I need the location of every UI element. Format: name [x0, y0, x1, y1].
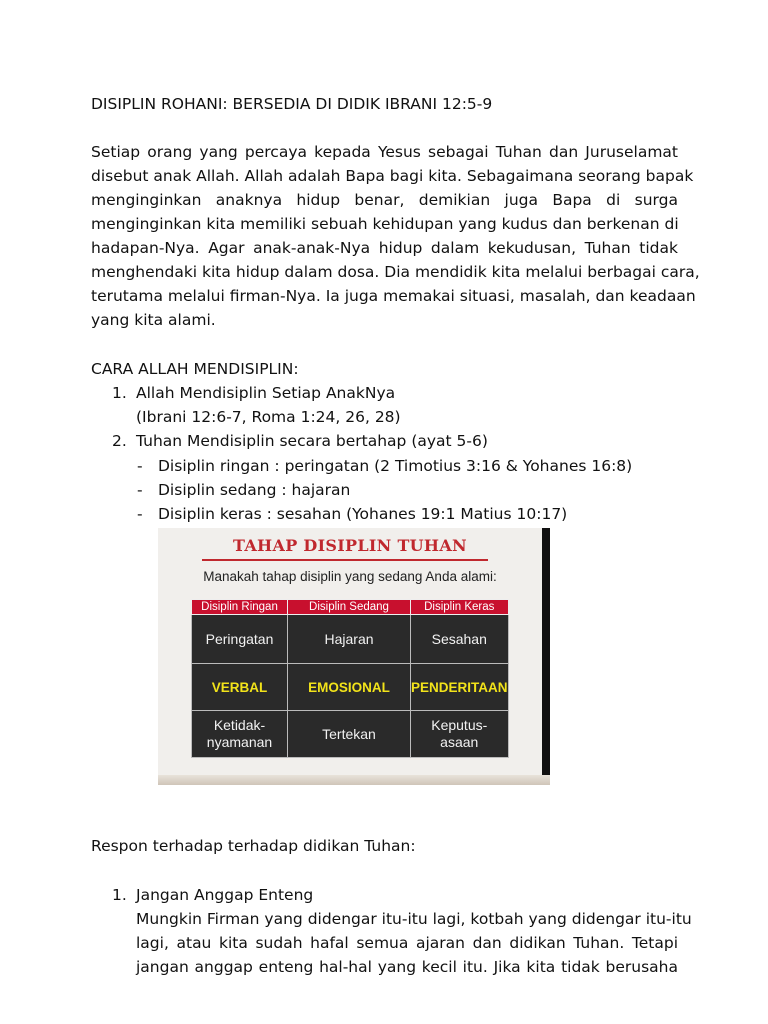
table-cell	[192, 711, 288, 758]
figure-bottom-edge	[158, 775, 550, 785]
table-cell: Tertekan	[288, 711, 411, 758]
list-text: Allah Mendisiplin Setiap AnakNya	[136, 384, 396, 402]
intro-line: hadapan-Nya. Agar anak-anak-Nya hidup dalam kekudusan, Tuhan tidak	[91, 239, 678, 257]
table-cell: VERBAL	[192, 664, 288, 711]
table-row	[192, 711, 509, 758]
dash-text: Disiplin keras : sesahan (Yohanes 19:1 Matius 10:17)	[158, 505, 568, 523]
discipline-table	[191, 599, 509, 758]
cell-line: Keputus-	[431, 717, 488, 733]
list-number: 2.	[112, 432, 127, 450]
figure-title: TAHAP DISIPLIN TUHAN	[233, 536, 467, 555]
table-cell	[411, 711, 509, 758]
intro-line: yang kita alami.	[91, 311, 216, 329]
list-text: Tuhan Mendisiplin secara bertahap (ayat 5-6)	[136, 432, 488, 450]
list-number: 1.	[112, 886, 127, 904]
table-header: Disiplin Keras	[411, 600, 509, 615]
table-cell: Peringatan	[192, 615, 288, 664]
intro-line: Setiap orang yang percaya kepada Yesus sebagai Tuhan dan Juruselamat	[91, 143, 678, 161]
table-header-row	[192, 600, 509, 615]
section-heading: CARA ALLAH MENDISIPLIN:	[91, 360, 299, 378]
table-row	[192, 664, 509, 711]
table-header: Disiplin Sedang	[288, 600, 411, 615]
intro-line: terutama melalui firman-Nya. Ia juga memakai situasi, masalah, dan keadaan	[91, 287, 696, 305]
response-line: lagi, atau kita sudah hafal semua ajaran dan didikan Tuhan. Tetapi	[136, 934, 678, 952]
table-row	[192, 615, 509, 664]
table-cell: PENDERITAAN	[411, 664, 509, 711]
response-heading: Respon terhadap terhadap didikan Tuhan:	[91, 837, 416, 855]
cell-line: asaan	[440, 734, 479, 750]
table-cell: Hajaran	[288, 615, 411, 664]
figure-edge	[542, 528, 550, 785]
list-number: 1.	[112, 384, 127, 402]
table-cell: Sesahan	[411, 615, 509, 664]
figure-subtitle: Manakah tahap disiplin yang sedang Anda alami:	[203, 569, 497, 584]
intro-line: menginginkan kita memiliki sebuah kehidupan yang kudus dan berkenan di	[91, 215, 679, 233]
response-line: jangan anggap enteng hal-hal yang kecil itu. Jika kita tidak berusaha	[136, 958, 678, 976]
dash-text: Disiplin sedang : hajaran	[158, 481, 351, 499]
discipline-stages-image	[158, 528, 550, 785]
document-title: DISIPLIN ROHANI: BERSEDIA DI DIDIK IBRANI 12:5-9	[91, 95, 493, 113]
intro-line: menghendaki kita hidup dalam dosa. Dia mendidik kita melalui berbagai cara,	[91, 263, 700, 281]
cell-line: Ketidak-	[213, 717, 266, 733]
response-line: Mungkin Firman yang didengar itu-itu lagi, kotbah yang didengar itu-itu	[136, 910, 692, 928]
cell-line: nyamanan	[206, 734, 273, 750]
figure-title-underline	[202, 559, 488, 561]
list-text: Jangan Anggap Enteng	[136, 886, 314, 904]
list-subtext: (Ibrani 12:6-7, Roma 1:24, 26, 28)	[136, 408, 401, 426]
intro-line: menginginkan anaknya hidup benar, demikian juga Bapa di surga	[91, 191, 678, 209]
intro-line: disebut anak Allah. Allah adalah Bapa bagi kita. Sebagaimana seorang bapak	[91, 167, 694, 185]
table-cell: EMOSIONAL	[288, 664, 411, 711]
dash-text: Disiplin ringan : peringatan (2 Timotius 3:16 & Yohanes 16:8)	[158, 457, 633, 475]
table-header: Disiplin Ringan	[192, 600, 288, 615]
